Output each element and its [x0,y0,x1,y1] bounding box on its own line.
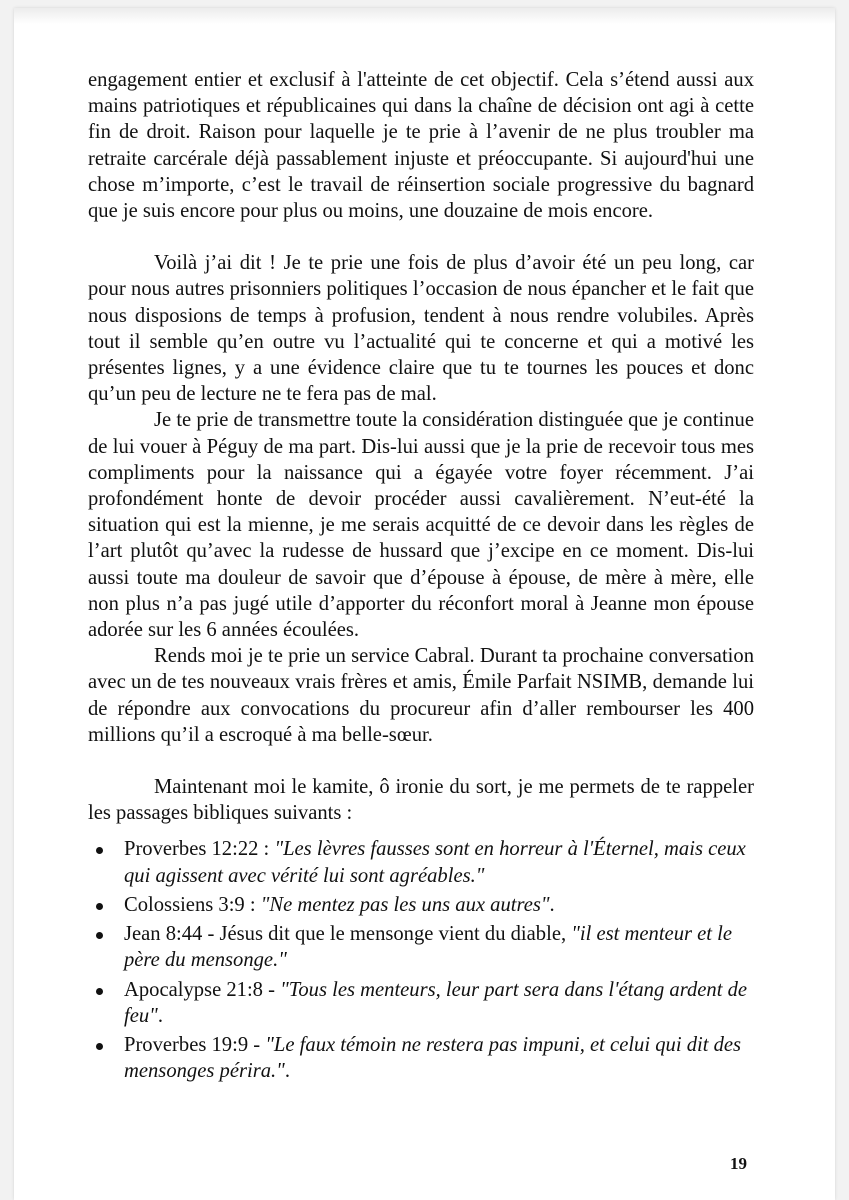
passage-quote: "Le faux témoin ne restera pas impuni, et celui qui dit des mensonges périra." [124,1033,742,1083]
passage-reference: Proverbes 19:9 - [124,1033,266,1056]
bullet-icon [96,932,103,939]
bullet-icon [96,988,103,995]
bullet-icon [96,903,103,910]
letter-body [88,67,754,1087]
page-top-edge [14,8,835,24]
passage-quote: "Les lèvres fausses sont en horreur à l'Éternel, mais ceux qui agissent avec vérité lui sont agréables." [124,838,746,887]
page-number: 19 [730,1154,747,1173]
passage-reference: Colossiens 3:9 : [124,893,261,916]
passage-reference: Jean 8:44 - Jésus dit que le mensonge vient du diable, [124,923,572,946]
list-item [88,892,754,918]
passage-reference: Proverbes 12:22 : [124,838,275,861]
bible-passages-list [88,836,754,1084]
paragraph-voila: Voilà j’ai dit ! Je te prie une fois de plus d’avoir été un peu long, car pour nous autres prisonniers politiques l’occasion de nous épancher et le fait que nous disposions de temps à profusion, tendent à nous rendre volubiles. Après tout il semble qu’en outre vu l’actualité qui te concerne et qui a motivé les présentes lignes, y a une évidence claire que tu te tournes les pouces et donc qu’un peu de lecture ne te fera pas de mal. [88,252,754,406]
paragraph-peguy: Je te prie de transmettre toute la considération distinguée que je continue de lui vouer à Péguy de ma part. Dis-lui aussi que je la prie de recevoir tous mes compliments pour la naissance qui a égayée votre foyer récemment. J’ai profondément honte de devoir procéder aussi cavalièrement. N’eut-été la situation qui est la mienne, je me serais acquitté de ce devoir dans les règles de l’art plutôt qu’avec la rudesse de hussard que j’excipe en ce moment. Dis-lui aussi toute ma douleur de savoir que d’épouse à épouse, de mère à mère, elle non plus n’a pas jugé utile d’apporter du réconfort moral à Jeanne mon épouse adorée sur les 6 années écoulées. [88,409,754,642]
passage-quote: "il est menteur et le père du mensonge." [124,923,733,972]
paragraph-bible-intro: Maintenant moi le kamite, ô ironie du sort, je me permets de te rappeler les passages bibliques suivants : [88,776,754,825]
passage-trailing: . [284,1060,290,1083]
list-item [88,1032,754,1084]
passage-quote: "Ne mentez pas les uns aux autres" [260,893,550,916]
passage-trailing: . [549,893,555,916]
paragraph-continuation: engagement entier et exclusif à l'atteinte de cet objectif. Cela s’étend aussi aux mains patriotiques et républicaines qui dans la chaîne de décision ont agi à cette fin de droit. Raison pour laquelle je te prie à l’avenir de ne plus troubler ma retraite carcérale déjà passablement injuste et préoccupante. Si aujourd'hui une chose m’importe, c’est le travail de réinsertion sociale progressive du bagnard que je suis encore pour plus ou moins, une douzaine de mois encore. [88,69,754,223]
passage-reference: Apocalypse 21:8 - [124,978,281,1001]
list-item [88,977,754,1029]
bullet-icon [96,1043,103,1050]
passage-quote: "Tous les menteurs, leur part sera dans l'étang ardent de feu" [124,978,748,1027]
paragraph-cabral: Rends moi je te prie un service Cabral. Durant ta prochaine conversation avec un de tes nouveaux vrais frères et amis, Émile Parfait NSIMB, demande lui de répondre aux convocations du procureur afin d’aller rembourser les 400 millions qu’il a escroqué à ma belle-sœur. [88,645,754,746]
list-item [88,921,754,973]
bullet-icon [96,847,103,854]
list-item [88,836,754,888]
passage-trailing: . [157,1004,163,1027]
